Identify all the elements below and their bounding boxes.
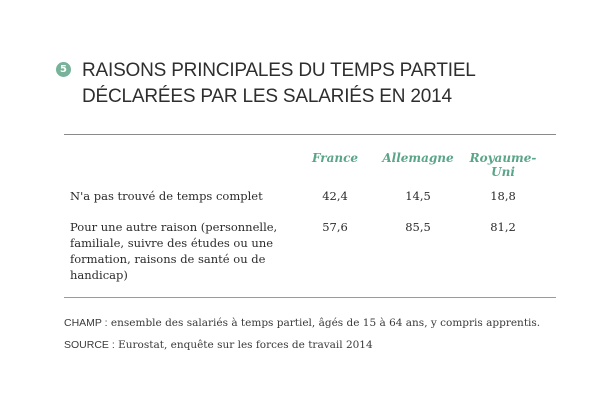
figure-title-line-2: DÉCLARÉES PAR LES SALARIÉS EN 2014 [82, 86, 452, 107]
row-label-line: formation, raisons de santé ou de [70, 252, 266, 266]
table-bottom-rule [64, 297, 556, 298]
row-label-temps-complet: N'a pas trouvé de temps complet [70, 189, 263, 203]
cell-allemagne-row2: 85,5 [405, 220, 431, 234]
source-text: Eurostat, enquête sur les forces de travail 2014 [114, 339, 373, 351]
source-key: SOURCE : [64, 339, 115, 351]
cell-france-row2: 57,6 [322, 220, 348, 234]
figure-number-badge: 5 [56, 62, 71, 77]
source-note [64, 338, 594, 352]
figure-title [82, 58, 572, 110]
row-label-line: handicap) [70, 268, 128, 282]
row-label-autre-raison [70, 219, 300, 283]
cell-royaume-uni-row1: 18,8 [490, 189, 516, 203]
champ-key: CHAMP : [64, 317, 108, 329]
column-header-allemagne: Allemagne [382, 151, 454, 165]
column-header-france: France [311, 151, 359, 165]
cell-france-row1: 42,4 [322, 189, 348, 203]
cell-allemagne-row1: 14,5 [405, 189, 431, 203]
champ-text: ensemble des salariés à temps partiel, âgés de 15 à 64 ans, y compris apprentis. [107, 317, 541, 329]
cell-royaume-uni-row2: 81,2 [490, 220, 516, 234]
data-table [64, 134, 556, 282]
champ-note [64, 316, 594, 330]
row-label-line: Pour une autre raison (personnelle, [70, 220, 278, 234]
row-label-line: familiale, suivre des études ou une [70, 236, 274, 250]
table-top-rule [64, 134, 556, 135]
figure-title-line-1: RAISONS PRINCIPALES DU TEMPS PARTIEL [82, 60, 476, 81]
figure-notes [64, 316, 594, 360]
column-header-royaume-uni: Royaume-Uni [469, 151, 537, 179]
